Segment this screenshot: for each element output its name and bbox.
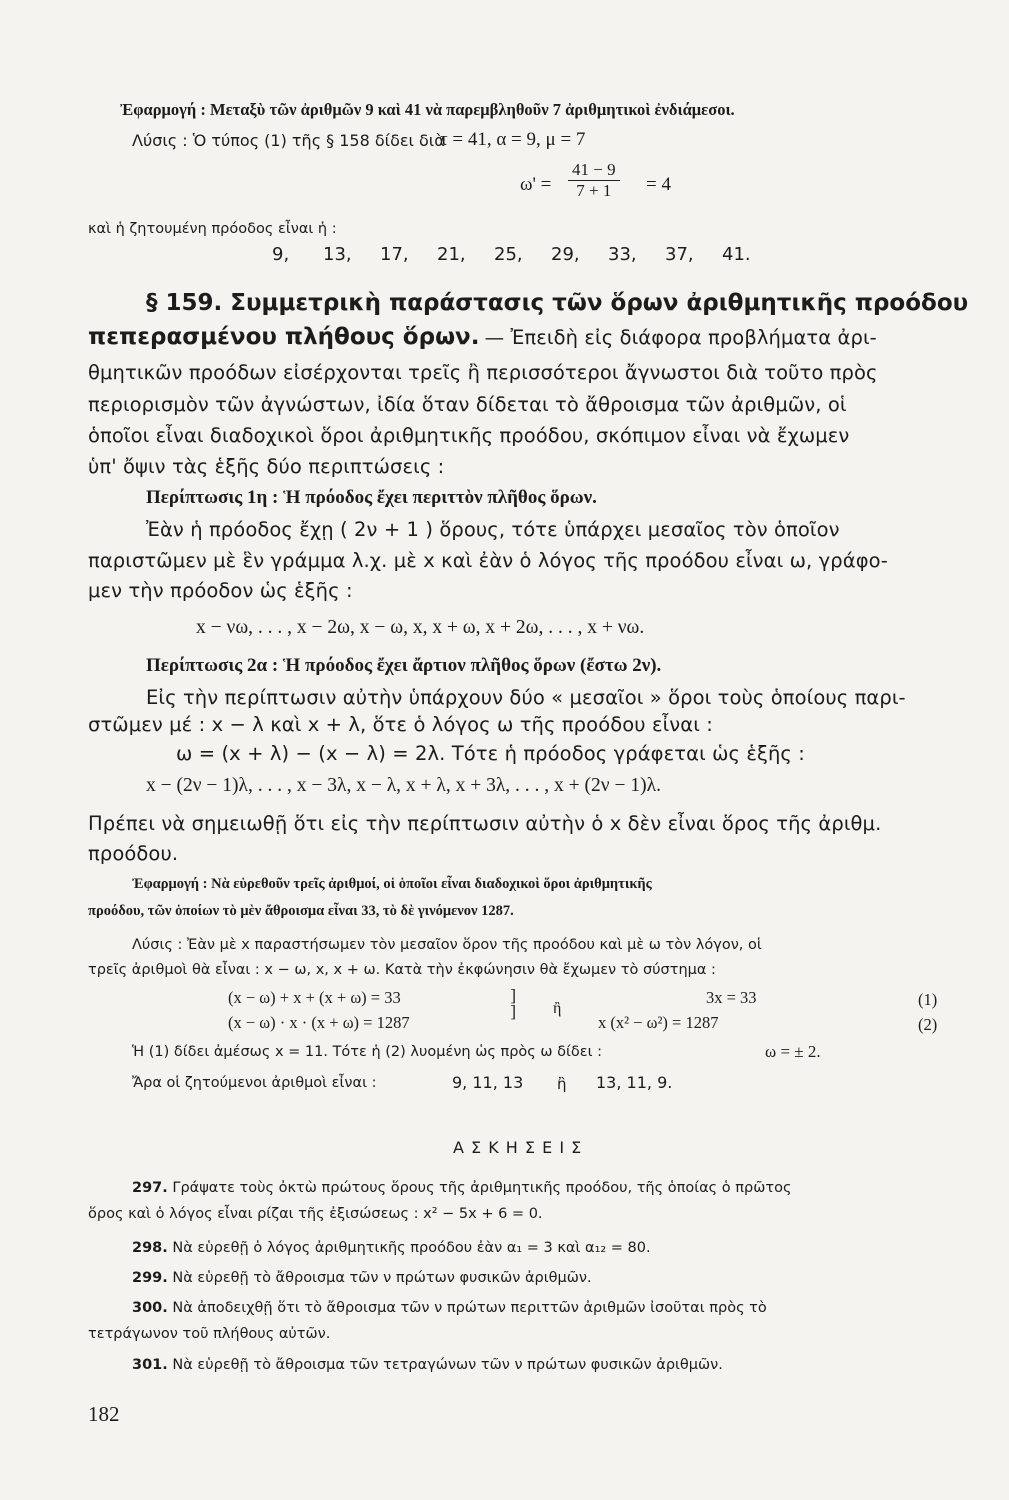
exercise-300-line2: τετράγωνον τοῦ πλήθους αὐτῶν.: [88, 1326, 331, 1342]
sequence-term: 37,: [665, 244, 694, 265]
sequence-term: 17,: [380, 244, 409, 265]
exercise-298: [132, 1240, 651, 1256]
sequence-term: 21,: [437, 244, 466, 265]
sequence-term: 13,: [323, 244, 352, 265]
exercise-297-line2: ὅρος καὶ ὁ λόγος εἶναι ρίζαι τῆς ἐξισώσεως : x² − 5x + 6 = 0.: [88, 1206, 543, 1222]
application-2-solution-text1: Ἐὰν μὲ x παραστήσωμεν τὸν μεσαῖον ὅρον τῆς προόδου καὶ μὲ ω τὸν λόγον, οἱ: [187, 937, 762, 953]
arithmetic-sequence: [272, 244, 779, 265]
solution-text: Ὁ τύπος (1) τῆς § 158 δίδει διὰ: [192, 131, 445, 150]
application-1: [120, 100, 735, 120]
case-2-title: Περίπτωσις 2α : Ἡ πρόοδος ἔχει ἄρτιον πλῆθος ὅρων (ἔστω 2ν).: [146, 655, 662, 676]
case-1-line3: μεν τὴν πρόοδον ὡς ἑξῆς :: [88, 579, 353, 602]
sequence-term: 9,: [272, 244, 290, 265]
case-2-note-line2: προόδου.: [88, 842, 179, 865]
exercise-text: Νὰ εὑρεθῇ τὸ ἄθροισμα τῶν ν πρώτων φυσικῶν ἀριθμῶν.: [172, 1270, 592, 1286]
section-title-cont: πεπερασμένου πλήθους ὅρων.: [88, 324, 480, 350]
exercise-number: 299.: [132, 1270, 168, 1286]
system-left-eq2: (x − ω) · x · (x + ω) = 1287: [228, 1013, 410, 1032]
section-title-line2-row: [88, 324, 877, 350]
section-para-line4: ὁποῖοι εἶναι διαδοχικοὶ ὅροι ἀριθμητικῆς προόδου, σκόπιμον εἶναι νὰ ἔχωμεν: [88, 424, 850, 447]
exercise-number: 297.: [132, 1180, 168, 1196]
section-para-line5: ὑπ' ὄψιν τὰς ἑξῆς δύο περιπτώσεις :: [88, 455, 445, 478]
section-title-line1: [146, 290, 968, 316]
exercise-number: 301.: [132, 1357, 168, 1373]
sequence-intro: καὶ ἡ ζητουμένη πρόοδος εἶναι ἡ :: [88, 221, 337, 237]
case-1-line1: Ἐὰν ἡ πρόοδος ἔχῃ ( 2ν + 1 ) ὅρους, τότε ὑπάρχει μεσαῖος τὸν ὁποῖον: [146, 518, 840, 541]
case-2-line2: στῶμεν μέ : x − λ καὶ x + λ, ὅτε ὁ λόγος ω τῆς προόδου εἶναι :: [88, 713, 713, 736]
case-1-title: Περίπτωσις 1η : Ἡ πρόοδος ἔχει περιττὸν πλῆθος ὅρων.: [146, 487, 597, 508]
application-2-solution-label: Λύσις :: [132, 937, 183, 953]
application-2-line2: προόδου, τῶν ὁποίων τὸ μὲν ἄθροισμα εἶναι 33, τὸ δὲ γινόμενον 1287.: [88, 903, 514, 919]
result-line2: Ἄρα οἱ ζητούμενοι ἀριθμοὶ εἶναι :: [132, 1075, 377, 1091]
omega-fraction: [568, 160, 620, 201]
system-left-eq1: (x − ω) + x + (x + ω) = 33: [228, 988, 401, 1007]
equation-number-1: (1): [918, 990, 938, 1009]
omega-rhs: = 4: [646, 174, 671, 195]
case-2-note-line1: Πρέπει νὰ σημειωθῇ ὅτι εἰς τὴν περίπτωσιν αὐτὴν ὁ x δὲν εἶναι ὅρος τῆς ἀριθμ.: [88, 812, 882, 835]
application-text: Μεταξὺ τῶν ἀριθμῶν 9 καὶ 41 νὰ παρεμβληθοῦν 7 ἀριθμητικοὶ ἐνδιάμεσοι.: [210, 100, 735, 119]
omega-lhs: ω' =: [520, 174, 552, 195]
exercise-297-line1: [132, 1180, 791, 1196]
exercise-text: Νὰ εὑρεθῇ τὸ ἄθροισμα τῶν τετραγώνων τῶν ν πρώτων φυσικῶν ἀριθμῶν.: [172, 1357, 723, 1373]
section-title: Συμμετρικὴ παράστασις τῶν ὅρων ἀριθμητικῆς προόδου: [230, 290, 969, 316]
sequence-term: 33,: [608, 244, 637, 265]
exercise-299: [132, 1270, 592, 1286]
system-right-eq1: 3x = 33: [706, 988, 757, 1007]
case-2-formula: x − (2ν − 1)λ, . . . , x − 3λ, x − λ, x + λ, x + 3λ, . . . , x + (2ν − 1)λ.: [146, 775, 661, 796]
case-1-line2: παριστῶμεν μὲ ἓν γράμμα λ.χ. μὲ x καὶ ἐὰν ὁ λόγος τῆς προόδου εἶναι ω, γράφο-: [88, 549, 888, 572]
system-right-eq2: x (x² − ω²) = 1287: [598, 1013, 719, 1032]
exercises-heading: Α Σ Κ Η Σ Ε Ι Σ: [453, 1138, 583, 1157]
exercise-number: 298.: [132, 1240, 168, 1256]
case-2-line3: ω = (x + λ) − (x − λ) = 2λ. Τότε ἡ πρόοδος γράφεται ὡς ἑξῆς :: [176, 742, 805, 765]
answer-a: 9, 11, 13: [452, 1073, 524, 1092]
application-2-solution-line2: τρεῖς ἀριθμοὶ θὰ εἶναι : x − ω, x, x + ω. Κατὰ τὴν ἐκφώνησιν θὰ ἔχωμεν τὸ σύστημα :: [88, 962, 716, 978]
application-label: Ἐφαρμογή :: [120, 100, 206, 119]
application-2-label: Ἐφαρμογή :: [132, 876, 208, 892]
result-omega: ω = ± 2.: [765, 1042, 821, 1061]
exercise-text: Γράψατε τοὺς ὀκτὼ πρώτους ὅρους τῆς ἀριθμητικῆς προόδου, τῆς ὁποίας ὁ πρῶτος: [172, 1180, 792, 1196]
answer-or: ἢ: [557, 1075, 567, 1093]
fraction-denominator: 7 + 1: [576, 181, 612, 200]
sequence-term: 41.: [722, 244, 751, 265]
system-brace: ] ]: [510, 986, 517, 1021]
result-line1: Ἡ (1) δίδει ἀμέσως x = 11. Τότε ἡ (2) λυομένη ὡς πρὸς ω δίδει :: [132, 1044, 603, 1060]
case-2-line1: Εἰς τὴν περίπτωσιν αὐτὴν ὑπάρχουν δύο « μεσαῖοι » ὅροι τοὺς ὁποίους παρι-: [146, 686, 906, 709]
section-para-line1: — Ἐπειδὴ εἰς διάφορα προβλήματα ἀρι-: [484, 326, 877, 349]
answer-b: 13, 11, 9.: [596, 1073, 673, 1092]
section-para-line2: θμητικῶν προόδων εἰσέρχονται τρεῖς ἢ περισσότεροι ἄγνωστοι διὰ τοῦτο πρὸς: [88, 361, 878, 384]
solution-1-line: [132, 131, 445, 150]
solution-label: Λύσις :: [132, 131, 188, 150]
exercise-301: [132, 1357, 723, 1373]
application-2-solution-line1: [132, 937, 762, 953]
solution-params: τ = 41, α = 9, μ = 7: [440, 129, 586, 150]
exercise-number: 300.: [132, 1300, 168, 1316]
sequence-term: 25,: [494, 244, 523, 265]
exercise-text: Νὰ ἀποδειχθῇ ὅτι τὸ ἄθροισμα τῶν ν πρώτων περιττῶν ἀριθμῶν ἰσοῦται πρὸς τὸ: [172, 1300, 767, 1316]
sequence-term: 29,: [551, 244, 580, 265]
exercise-text: Νὰ εὑρεθῇ ὁ λόγος ἀριθμητικῆς προόδου ἐὰν α₁ = 3 καὶ α₁₂ = 80.: [172, 1240, 651, 1256]
case-1-formula: x − νω, . . . , x − 2ω, x − ω, x, x + ω, x + 2ω, . . . , x + νω.: [196, 617, 645, 638]
page-number: 182: [88, 1402, 120, 1426]
exercise-300-line1: [132, 1300, 767, 1316]
fraction-numerator: 41 − 9: [568, 160, 620, 181]
system-or: ἢ: [553, 1000, 562, 1017]
application-2-line1: [132, 876, 652, 893]
section-para-line3: περιορισμὸν τῶν ἀγνώστων, ἰδία ὅταν δίδεται τὸ ἄθροισμα τῶν ἀριθμῶν, οἱ: [88, 393, 847, 416]
application-2-text1: Νὰ εὑρεθοῦν τρεῖς ἀριθμοί, οἱ ὁποῖοι εἶναι διαδοχικοὶ ὅροι ἀριθμητικῆς: [211, 876, 652, 892]
equation-number-2: (2): [918, 1015, 938, 1034]
section-number: § 159.: [146, 290, 223, 316]
